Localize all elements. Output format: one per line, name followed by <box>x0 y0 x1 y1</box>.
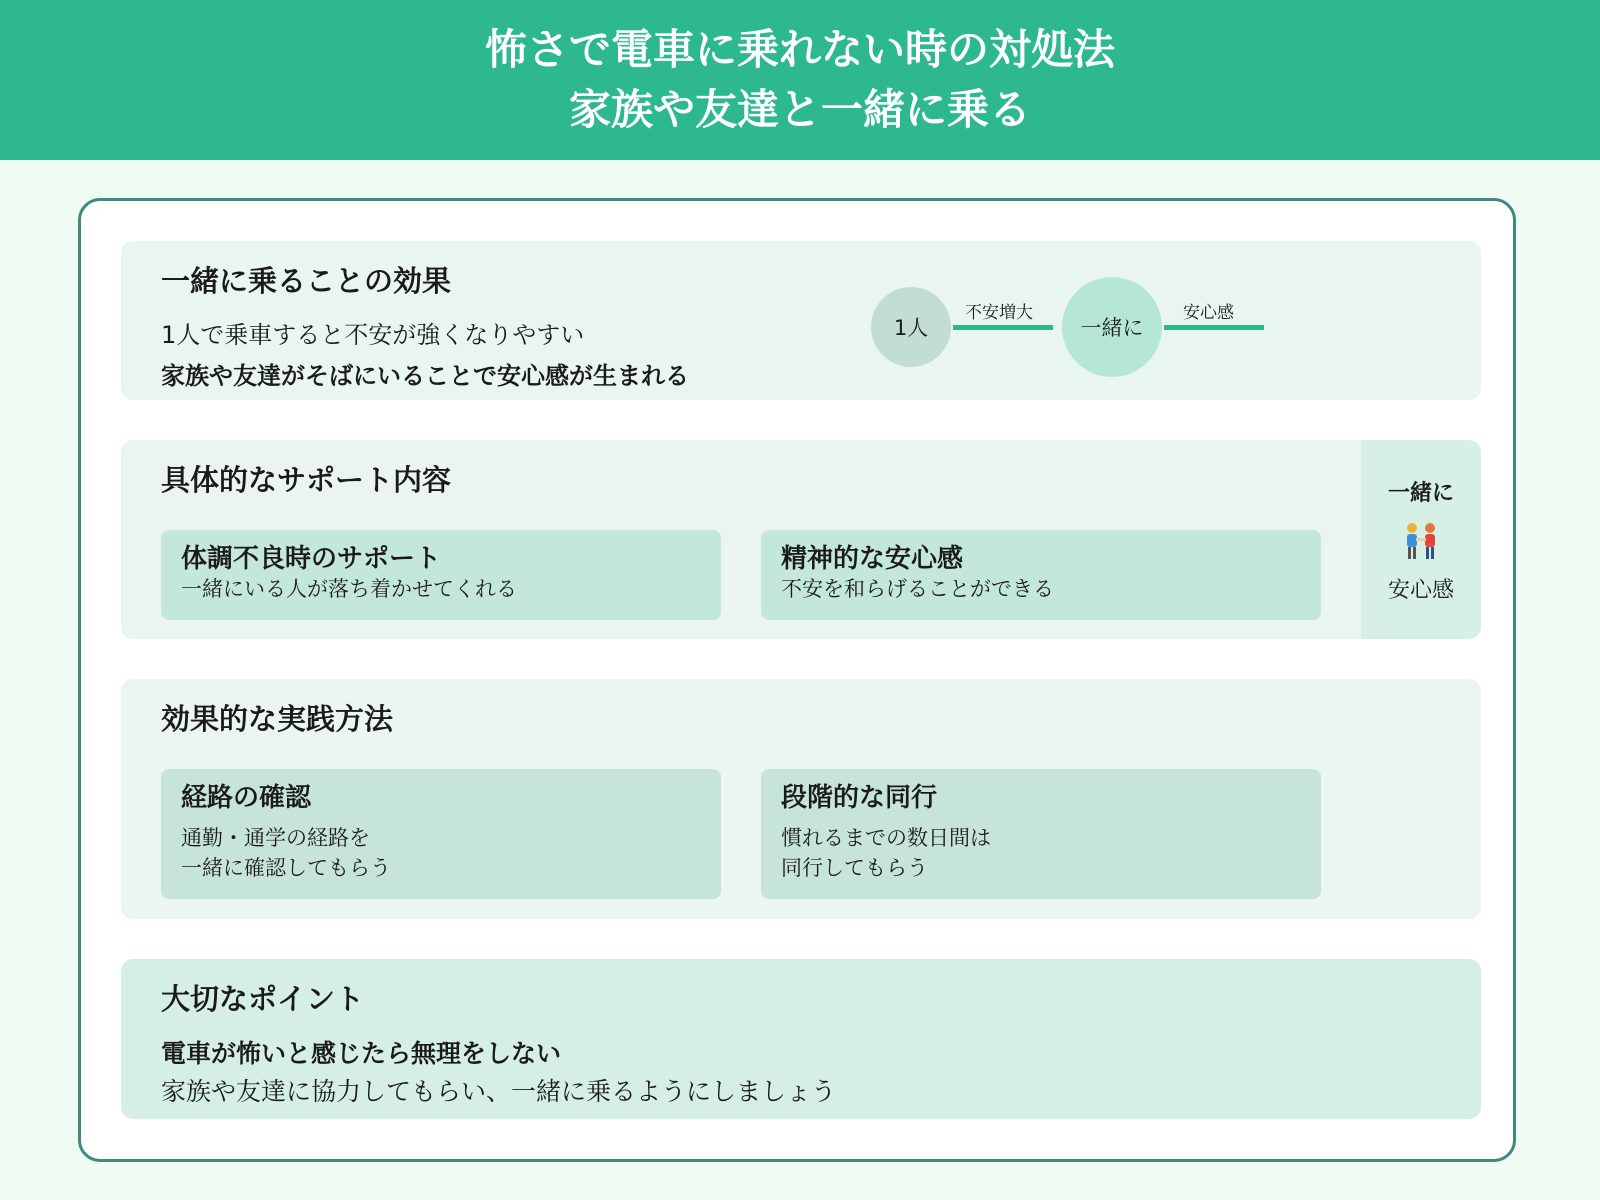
content-card <box>78 198 1516 1162</box>
practice-item-desc-line1: 通勤・通学の経路を <box>181 826 370 850</box>
together-side-panel <box>1361 440 1481 639</box>
practice-item-title: 経路の確認 <box>181 783 312 813</box>
anxiety-connector <box>953 325 1053 330</box>
practice-item-title: 段階的な同行 <box>781 783 938 813</box>
together-circle <box>1062 277 1162 377</box>
effect-section <box>121 241 1481 400</box>
point-line2: 家族や友達に協力してもらい、一緒に乗るようにしましょう <box>161 1077 837 1106</box>
support-item-physical <box>161 530 721 620</box>
relief-connector <box>1164 325 1264 330</box>
alone-label: 1人 <box>893 316 929 340</box>
support-item-desc: 一緒にいる人が落ち着かせてくれる <box>181 577 517 601</box>
support-title: 具体的なサポート内容 <box>161 463 452 497</box>
point-line1: 電車が怖いと感じたら無理をしない <box>161 1039 562 1068</box>
practice-section <box>121 679 1481 919</box>
effect-title: 一緒に乗ることの効果 <box>161 264 452 298</box>
practice-item-desc <box>781 823 1301 883</box>
practice-item-desc-line2: 同行してもらう <box>781 856 928 880</box>
page-title-line1: 怖さで電車に乗れない時の対処法 <box>484 25 1115 74</box>
support-item-desc: 不安を和らげることができる <box>781 577 1054 601</box>
page-header <box>0 0 1600 160</box>
practice-item-desc <box>181 823 701 883</box>
effect-line1: 1人で乗車すると不安が強くなりやすい <box>161 321 585 349</box>
page-title-line2: 家族や友達と一緒に乗る <box>568 85 1031 134</box>
point-title: 大切なポイント <box>161 982 365 1016</box>
practice-item-gradual <box>761 769 1321 899</box>
support-item-title: 体調不良時のサポート <box>181 544 442 574</box>
practice-item-desc-line1: 慣れるまでの数日間は <box>781 826 991 850</box>
practice-item-route <box>161 769 721 899</box>
support-section <box>121 440 1481 639</box>
practice-title: 効果的な実践方法 <box>161 702 394 736</box>
side-panel-bottom-label: 安心感 <box>1387 578 1454 603</box>
relief-label: 安心感 <box>1183 303 1234 323</box>
anxiety-increase-label: 不安増大 <box>965 303 1033 323</box>
side-panel-top-label: 一緒に <box>1387 481 1454 506</box>
couple-holding-hands-icon <box>1399 521 1443 561</box>
effect-line2: 家族や友達がそばにいることで安心感が生まれる <box>161 362 689 390</box>
point-section <box>121 959 1481 1119</box>
support-item-mental <box>761 530 1321 620</box>
practice-item-desc-line2: 一緒に確認してもらう <box>181 856 391 880</box>
support-item-title: 精神的な安心感 <box>781 544 964 574</box>
alone-circle <box>871 287 951 367</box>
together-label: 一緒に <box>1080 316 1144 340</box>
